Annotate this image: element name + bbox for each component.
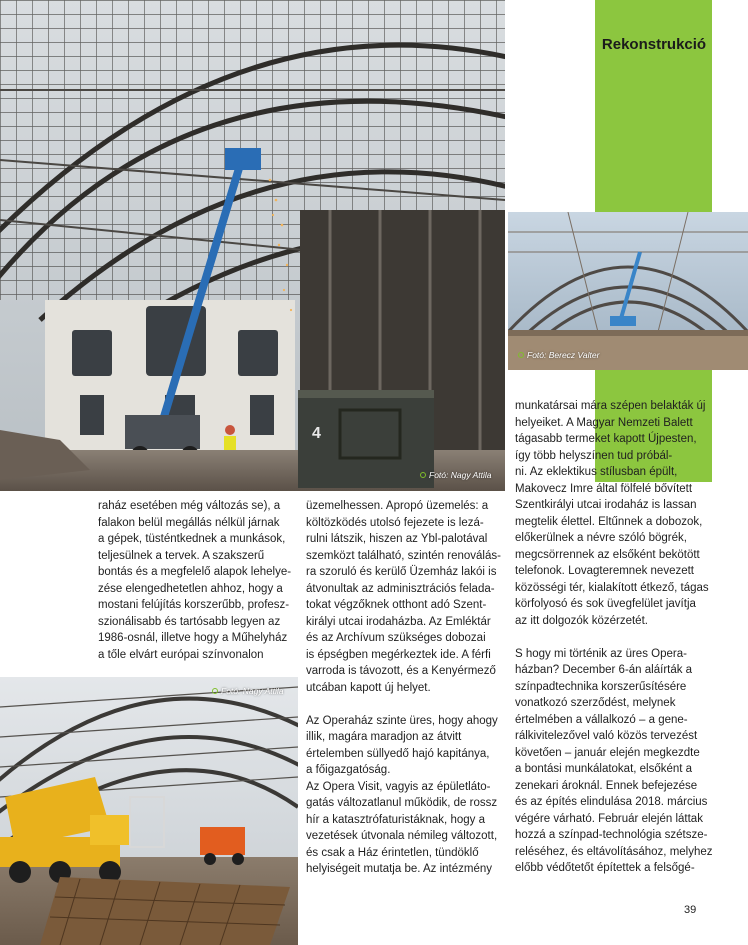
text-line: S hogy mi történik az üres Opera- [515, 647, 687, 660]
text-column-middle [306, 498, 506, 878]
paragraph-right-p1 [515, 398, 715, 629]
paragraph-right-p2 [515, 646, 715, 877]
text-line: közösségi tér, kialakított étkező, tágas [515, 581, 709, 594]
text-line: rálkivitelezővel való közös tervezést [515, 730, 698, 742]
text-line: átvonultak az adminisztrációs felada- [306, 582, 495, 595]
text-line: Makovecz Imre által fölfelé bővített [515, 482, 693, 495]
top-right-photo-credit [518, 350, 599, 360]
text-line: Szentkirályi utcai irodaház is lassan [515, 499, 697, 511]
credit-dot-icon [212, 688, 218, 694]
text-line: értelmében a vállalkozó – a gene- [515, 713, 688, 726]
text-line: Az Opera Visit, vagyis az épületláto- [306, 780, 491, 793]
text-line: Az Operaház szinte üres, hogy ahogy [306, 714, 498, 727]
text-line: ni. Az eklektikus stílusban épült, [515, 466, 678, 478]
paragraph-middle-p2 [306, 713, 506, 779]
text-line: munkatársai mára szépen belakták új [515, 400, 706, 412]
top-right-photo-credit-text: Fotó: Berecz Valter [527, 350, 600, 360]
text-line: értelemben süllyedő hajó kapitánya, [306, 747, 490, 760]
text-line: királyi utcai irodaházba. Az Emléktár [306, 615, 491, 628]
text-line: szemközt található, szintén renoválás- [306, 549, 501, 562]
text-line: utcában kapott új helyet. [306, 681, 431, 694]
text-line: gatás változatlanul működik, de rossz [306, 797, 498, 809]
text-column-left [98, 498, 296, 663]
text-line: színpadtechnika korszerűsítésére [515, 680, 687, 693]
text-line: illik, magára maradjon az átvitt [306, 731, 462, 743]
page-number: 39 [684, 904, 697, 916]
text-line: a főigazgatóság. [306, 764, 391, 776]
paragraph-left [98, 498, 296, 663]
text-line: hír a katasztrófaturistáknak, hogy a [306, 813, 485, 826]
photo-hall-machines [0, 677, 298, 945]
bottom-left-photo-credit [212, 686, 284, 696]
text-line: zése elengedhetetlen ahhoz, hogy a [98, 582, 283, 595]
main-photo-hall-interior [0, 0, 505, 491]
text-line: vonatkozó szerződést, melynek [515, 697, 676, 709]
text-line: rulni látszik, hiszen az Ybl-palotával [306, 533, 488, 545]
text-line: követően – január elején megkezdte [515, 746, 700, 759]
container-number: 4 [312, 425, 321, 442]
text-line: költözködés utolsó fejezete is lezá- [306, 516, 484, 529]
text-line: a bontási munkálatokat, elsőként a [515, 763, 693, 775]
text-line: telefonok. Lovagteremnek nevezett [515, 565, 695, 577]
text-line: reléséhez, és eltávolításához, melyhez [515, 845, 713, 858]
text-line: üzemelhessen. Apropó üzemelés: a [306, 500, 489, 512]
text-line: zenekari ároknál. Ennek befejezése [515, 779, 698, 792]
text-line: helyiségeit mutatja be. Az intézmény [306, 863, 493, 875]
text-line: teljesülnek a tervek. A szakszerű [98, 549, 265, 562]
text-line: falakon belül megállás nélkül járnak [98, 516, 280, 529]
paragraph-middle-p1 [306, 498, 506, 696]
text-line: helyeiket. A Magyar Nemzeti Balett [515, 416, 693, 429]
text-line: így több helyszínen tud próbál- [515, 449, 673, 462]
text-line: házban? December 6-án aláírták a [515, 664, 693, 676]
text-line: és az építés elindulása 2018. március [515, 796, 708, 808]
text-line: tágasabb termeket kapott Újpesten, [515, 433, 697, 445]
paragraph-gap [306, 696, 506, 713]
text-line: ra szoruló és kerülő Üzemház lakói is [306, 566, 497, 578]
text-line: megtelik élettel. Eltűnnek a dobozok, [515, 515, 703, 528]
text-line: is épségben megérkeztek ide. A férfi [306, 648, 491, 661]
section-title: Rekonstrukció [601, 36, 707, 53]
text-line: mostani felújítás korszerűbb, profesz- [98, 599, 290, 611]
section-color-tab [595, 0, 712, 212]
text-line: megcsörrennek az elsőként bekötött [515, 548, 700, 561]
text-line: körfolyosó és sok üvegfelület javítja [515, 598, 696, 610]
text-line: szionálisabb és tartósabb legyen az [98, 615, 281, 628]
main-photo-credit-text: Fotó: Nagy Attila [429, 470, 492, 480]
main-photo-credit [420, 470, 492, 480]
text-line: előkerülnek a névre szóló bögrék, [515, 532, 687, 544]
text-line: bontás és a megfelelő alapok lehelye- [98, 566, 292, 578]
text-line: varroda is távozott, és a Kenyérmező [306, 665, 496, 677]
credit-dot-icon [420, 472, 426, 478]
paragraph-middle-p3 [306, 779, 506, 878]
text-line: a tőle elvárt európai színvonalon [98, 648, 264, 661]
text-line: az itt dolgozók közérzetét. [515, 614, 648, 627]
text-line: és az Archívum szükséges dobozai [306, 632, 486, 644]
text-line: 1986-osnál, illetve hogy a Műhelyház [98, 632, 288, 644]
photo-hall-wide-lift [508, 212, 748, 370]
text-line: tokat végzőknek otthont adó Szent- [306, 599, 487, 611]
text-line: végére várható. Február elején láttak [515, 812, 703, 825]
text-line: a gépek, tüsténtkednek a munkások, [98, 533, 286, 545]
text-line: raház esetében még változás se), a [98, 500, 281, 512]
text-line: hozzá a színpad-technológia szétsze- [515, 829, 708, 841]
text-line: és csak a Ház érintetlen, tündöklő [306, 846, 479, 859]
bottom-left-photo-credit-text: Fotó: Nagy Attila [221, 686, 284, 696]
text-column-right [515, 398, 715, 877]
text-line: előbb védőtetőt építettek a felsőgé- [515, 862, 695, 874]
text-line: vezetések útvonala némileg változott, [306, 830, 498, 842]
paragraph-gap [515, 629, 715, 646]
credit-dot-icon [518, 352, 524, 358]
